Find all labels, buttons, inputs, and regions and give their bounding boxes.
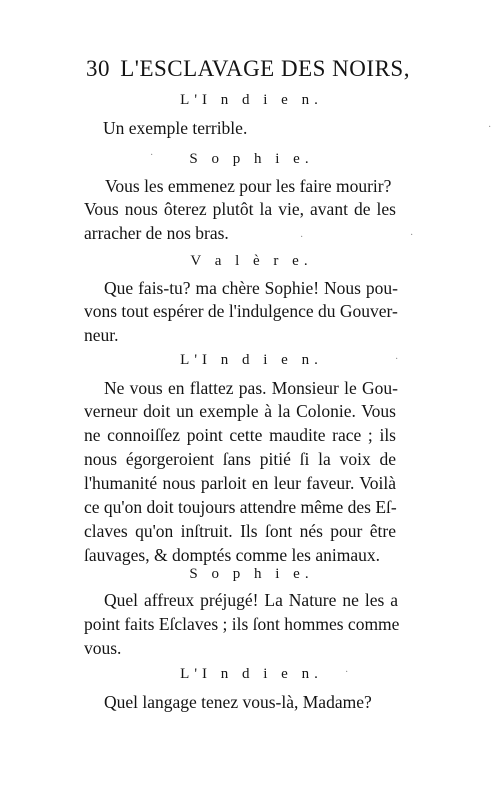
dialogue-line: verneur doit un exemple à la Colonie. Vous (84, 401, 396, 421)
print-speck: · (488, 122, 492, 133)
speaker-name: V a l è r e. (190, 253, 313, 269)
speaker-name: L'I n d i e n. (180, 92, 323, 108)
speaker-name: S o p h i e. (189, 566, 314, 582)
dialogue-line: Vous les emmenez pour les faire mourir? (105, 176, 392, 196)
print-speck: · (410, 230, 414, 241)
dialogue-line: vous. (84, 638, 122, 658)
dialogue-line: Vous nous ôterez plutôt la vie, avant de les (84, 199, 396, 219)
dialogue-line: nous égorgeroient ſans pitié ſi la voix de (84, 449, 396, 469)
dialogue-line: claves qu'on inſtruit. Ils ſont nés pour être (84, 521, 396, 541)
dialogue-line: ſauvages, & domptés comme les animaux. (84, 545, 380, 565)
dialogue-line: l'humanité nous parloit en leur faveur. Voilà (84, 473, 396, 493)
running-title: L'ESCLAVAGE DES NOIRS, (120, 56, 410, 81)
dialogue-line: point faits Eſclaves ; ils ſont hommes comme (84, 614, 400, 634)
speaker-name: L'I n d i e n. (180, 352, 323, 368)
dialogue-line: Quel affreux préjugé! La Nature ne les a (104, 590, 398, 610)
dialogue-line: arracher de nos bras. (84, 223, 229, 243)
dialogue-line: Un exemple terrible. (103, 118, 248, 138)
dialogue-line: ce qu'on doit toujours attendre même des Eſ- (84, 497, 397, 517)
print-speck: · (345, 667, 349, 678)
dialogue-line: Que fais-tu? ma chère Sophie! Nous pou- (104, 278, 398, 298)
speaker-name: L'I n d i e n. (180, 666, 323, 682)
dialogue-line: neur. (84, 325, 119, 345)
dialogue-line: ne connoiſſez point cette maudite race ; ils (84, 425, 396, 445)
running-header (86, 56, 410, 82)
speaker-name: S o p h i e. (189, 151, 314, 167)
dialogue-line: Quel langage tenez vous-là, Madame? (104, 692, 372, 712)
dialogue-line: vons tout espérer de l'indulgence du Gouver- (84, 301, 398, 321)
print-speck: · (150, 150, 154, 161)
page-number: 30 (86, 56, 110, 81)
print-speck: · (395, 354, 399, 365)
print-speck: · (300, 232, 304, 243)
dialogue-line: Ne vous en flattez pas. Monsieur le Gou- (104, 378, 398, 398)
